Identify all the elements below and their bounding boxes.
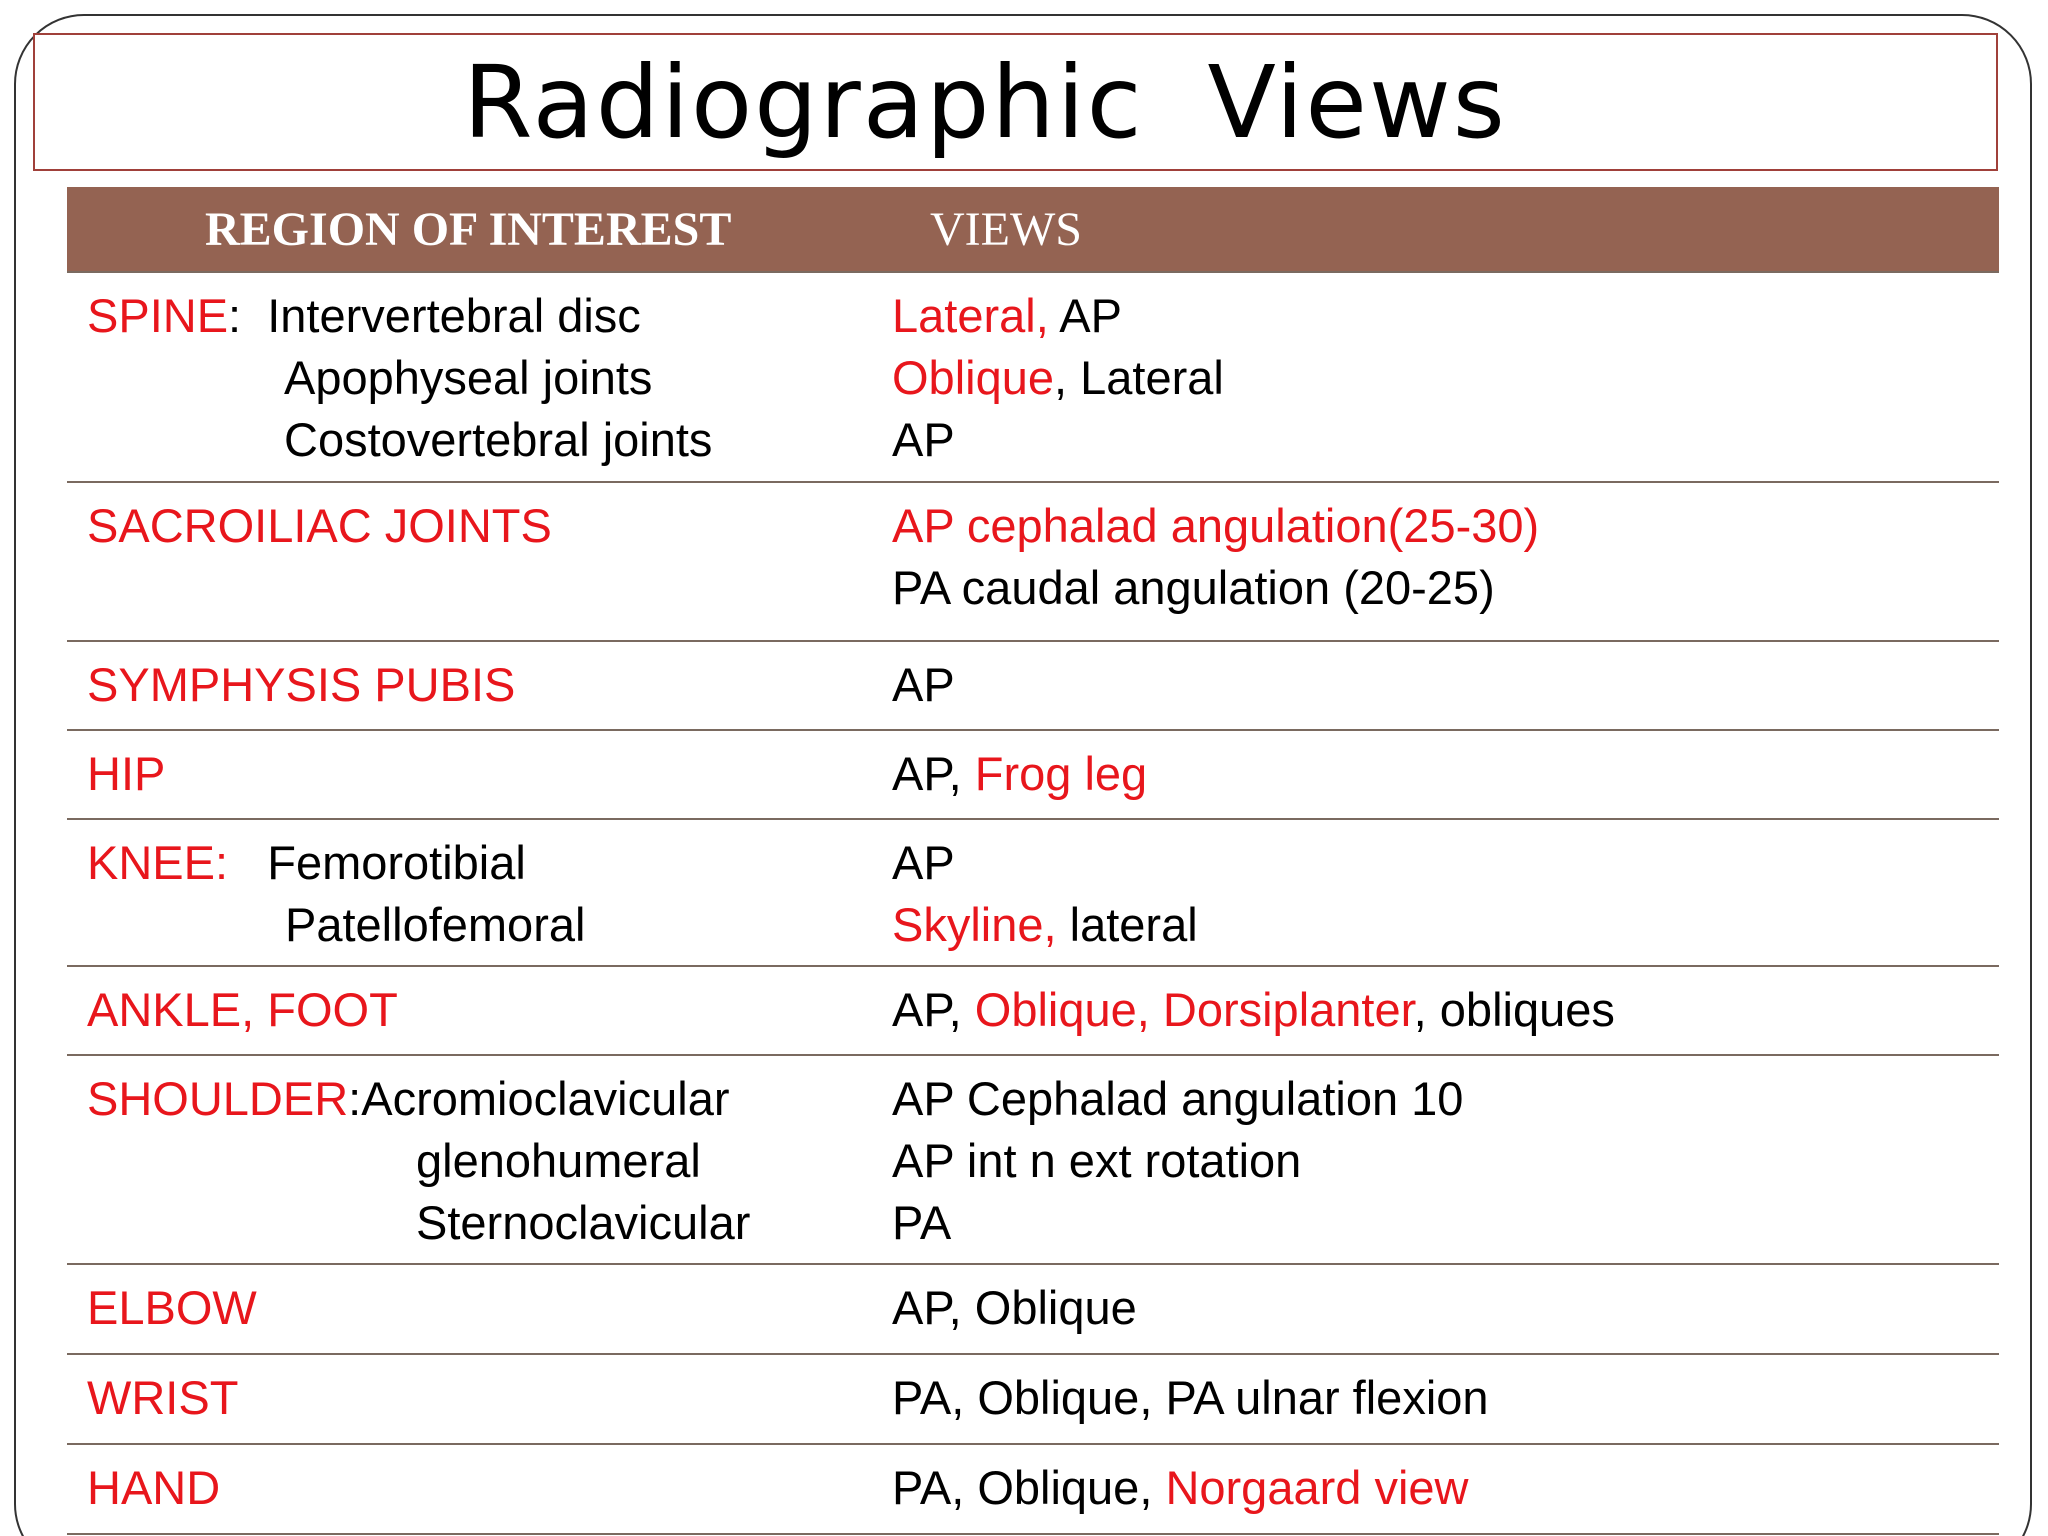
region-cell (67, 1444, 872, 1534)
header-views: VIEWS (872, 187, 1999, 272)
region-label: HIP (87, 747, 166, 800)
view-line: AP, Oblique (892, 1281, 1137, 1334)
sub-label: Apophyseal joints (284, 351, 653, 404)
region-label: SHOULDER (87, 1072, 349, 1125)
region-label: SACROILIAC JOINTS (87, 499, 552, 552)
table-row (67, 1444, 1999, 1534)
view-line: PA caudal angulation (20-25) (892, 561, 1495, 614)
view-line (892, 979, 1999, 1041)
view-line: AP Cephalad angulation 10 (892, 1072, 1464, 1125)
view-line: AP int n ext rotation (892, 1134, 1302, 1187)
view-line: PA (892, 1196, 952, 1249)
region-label: ELBOW (87, 1281, 257, 1334)
region-label: SPINE (87, 289, 229, 342)
views-cell (872, 272, 1999, 482)
view-line (892, 285, 1999, 347)
region-cell (67, 819, 872, 966)
table-row (67, 641, 1999, 730)
view-black: AP, (892, 747, 975, 800)
region-label: WRIST (87, 1371, 239, 1424)
region-line (87, 285, 872, 347)
region-label: ANKLE, FOOT (87, 983, 398, 1036)
view-line: AP cephalad angulation(25-30) (892, 499, 1540, 552)
view-line (892, 894, 1999, 956)
table-row (67, 730, 1999, 819)
view-red: Frog leg (974, 747, 1148, 800)
views-cell (872, 966, 1999, 1055)
sub-label: Patellofemoral (285, 898, 586, 951)
views-cell (872, 1354, 1999, 1444)
region-cell (67, 966, 872, 1055)
views-cell (872, 819, 1999, 966)
sub-label: Intervertebral disc (267, 289, 641, 342)
views-cell (872, 641, 1999, 730)
region-cell (67, 641, 872, 730)
region-cell (67, 1055, 872, 1264)
region-cell (67, 730, 872, 819)
table-row (67, 272, 1999, 482)
region-label: HAND (87, 1461, 221, 1514)
region-sep: : (228, 289, 242, 342)
table-row (67, 482, 1999, 641)
view-line: AP (892, 836, 955, 889)
view-red: Norgaard view (1165, 1461, 1469, 1514)
table-header-row (67, 187, 1999, 272)
view-black: , Lateral (1054, 351, 1224, 404)
title-box (33, 33, 1998, 171)
view-black: PA, Oblique, (892, 1461, 1166, 1514)
region-cell (67, 1264, 872, 1354)
header-region: REGION OF INTEREST (67, 187, 872, 272)
view-red: Oblique, Dorsiplanter (974, 983, 1414, 1036)
view-line (892, 1457, 1999, 1519)
views-cell (872, 482, 1999, 641)
table-row (67, 966, 1999, 1055)
table-row (67, 1354, 1999, 1444)
sub-label: Sternoclavicular (416, 1196, 751, 1249)
region-cell (67, 272, 872, 482)
region-cell (67, 1354, 872, 1444)
view-line: PA, Oblique, PA ulnar flexion (892, 1371, 1489, 1424)
page-title: Radiographic Views (463, 44, 1507, 161)
view-line (892, 347, 1999, 409)
region-line (87, 1068, 872, 1130)
view-black: AP (1048, 289, 1122, 342)
views-table (67, 187, 1999, 1535)
region-cell (67, 482, 872, 641)
view-red: Lateral, (892, 289, 1049, 342)
views-cell (872, 730, 1999, 819)
view-black: lateral (1056, 898, 1198, 951)
region-line (87, 832, 872, 894)
table-row (67, 819, 1999, 966)
view-red: Oblique (892, 351, 1054, 404)
view-black: AP, (892, 983, 975, 1036)
region-label: KNEE: (87, 836, 229, 889)
views-cell (872, 1444, 1999, 1534)
view-red: Skyline, (892, 898, 1057, 951)
table-row (67, 1055, 1999, 1264)
view-line (892, 743, 1999, 805)
view-line: AP (892, 413, 955, 466)
sub-label: :Acromioclavicular (348, 1072, 730, 1125)
sub-label: Costovertebral joints (284, 413, 713, 466)
view-black: , obliques (1413, 983, 1615, 1036)
view-line: AP (892, 658, 955, 711)
table-row (67, 1264, 1999, 1354)
region-label: SYMPHYSIS PUBIS (87, 658, 516, 711)
sub-label: glenohumeral (416, 1134, 701, 1187)
sub-label: Femorotibial (267, 836, 526, 889)
views-cell (872, 1055, 1999, 1264)
views-cell (872, 1264, 1999, 1354)
